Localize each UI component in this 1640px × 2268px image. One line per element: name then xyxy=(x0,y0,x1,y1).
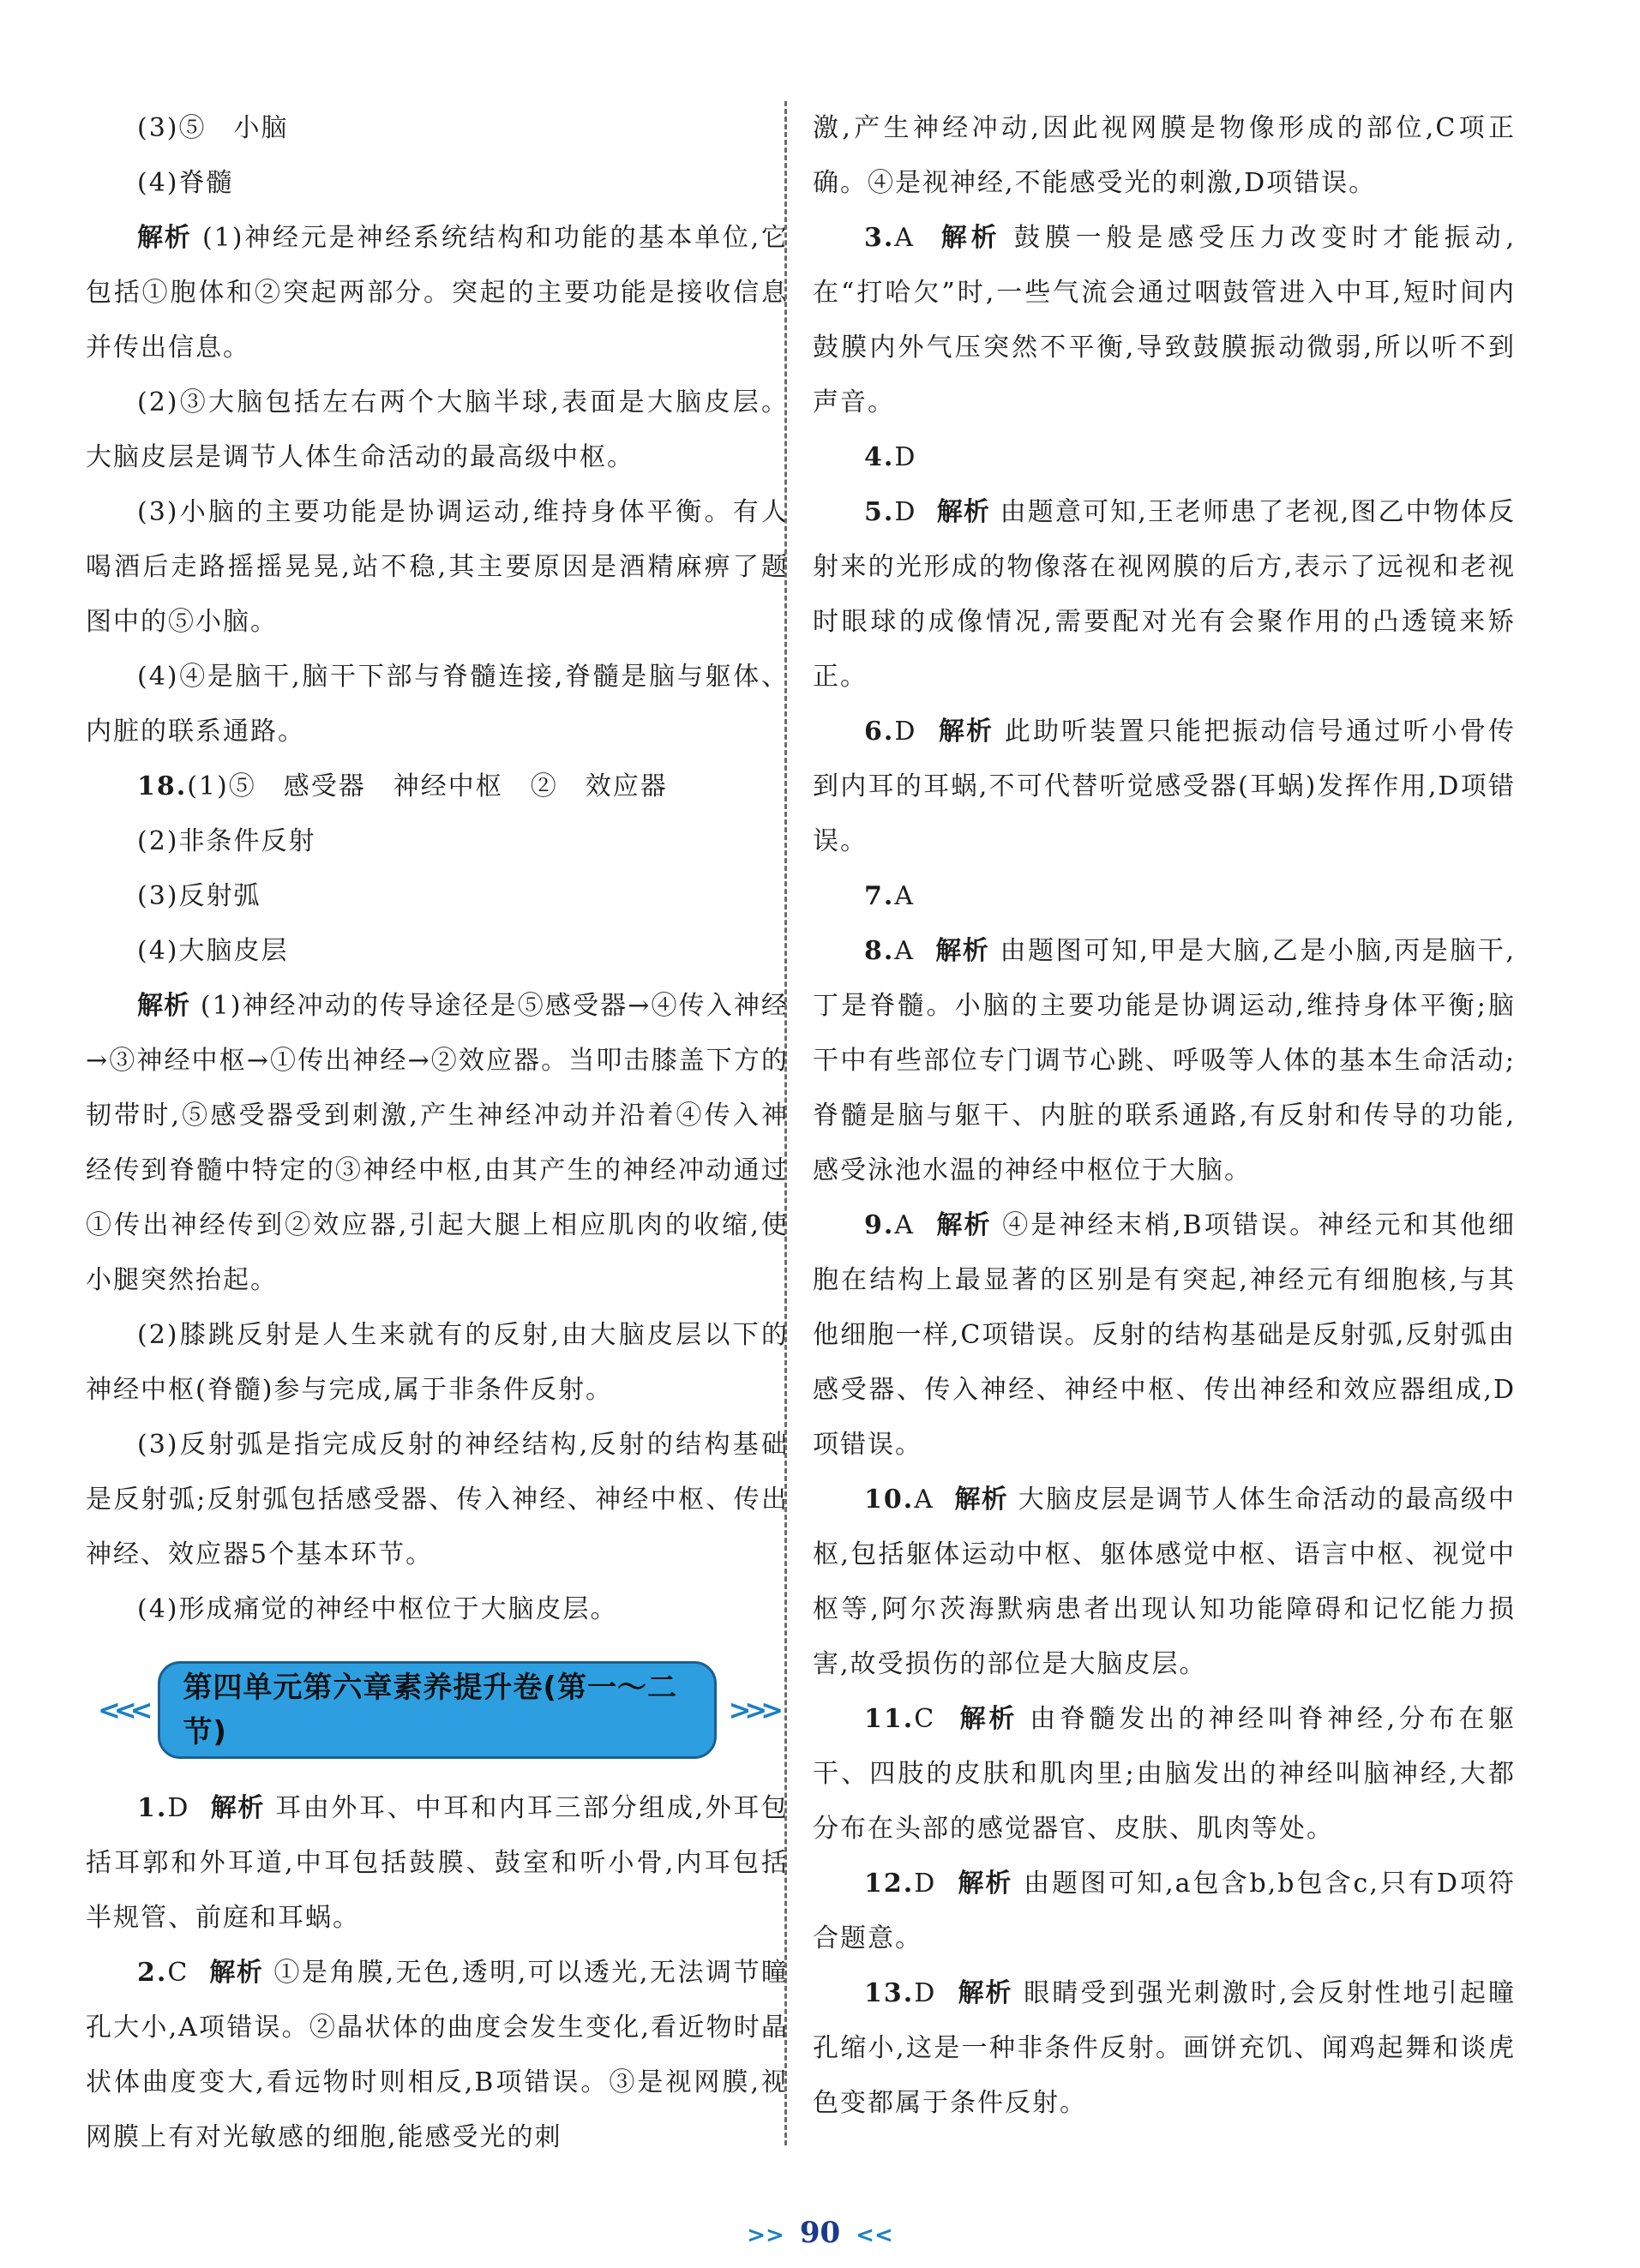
question-11-answer: 11.C 解析 由脊髓发出的神经叫脊神经,分布在躯干、四肢的皮肤和肌肉里;由脑发出的神经叫脑神经,大都分布在头部的感觉器官、皮肤、肌肉等处。 xyxy=(813,1704,1516,1844)
question-8-answer: 8.A 解析 由题图可知,甲是大脑,乙是小脑,丙是脑干,丁是脊髓。小脑的主要功能是协调运动,维持身体平衡;脑干中有些部位专门调节心跳、呼吸等人体的基本生命活动;脊髓是脑与躯干、内脏的联系通路,有反射和传导的功能,感受泳池水温的神经中枢位于大脑。 xyxy=(813,936,1516,1185)
right-chevron-icon: >> xyxy=(747,2223,784,2248)
question-13-answer: 13.D 解析 眼睛受到强光刺激时,会反射性地引起瞳孔缩小,这是一种非条件反射。画饼充饥、闻鸡起舞和谈虎色变都属于条件反射。 xyxy=(813,1978,1516,2118)
question-2-answer: 2.C 解析 ①是角膜,无色,透明,可以透光,无法调节瞳孔大小,A项错误。②晶状体的曲度会发生变化,看近物时晶状体曲度变大,看远物时则相反,B项错误。③是视网膜,视网膜上有对光敏感的细胞,能感受光的刺 xyxy=(86,1958,789,2152)
page-number-footer xyxy=(0,2216,1640,2250)
column-divider xyxy=(784,101,787,2145)
question-10-answer: 10.A 解析 大脑皮层是调节人体生命活动的最高级中枢,包括躯体运动中枢、躯体感觉中枢、语言中枢、视觉中枢等,阿尔茨海默病患者出现认知功能障碍和记忆能力损害,故受损伤的部位是大脑皮层。 xyxy=(813,1485,1516,1679)
double-left-arrow-icon: <<< xyxy=(98,1694,147,1726)
question-3-answer: 3.A 解析 鼓膜一般是感受压力改变时才能振动,在“打哈欠”时,一些气流会通过咽鼓管进入中耳,短时间内鼓膜内外气压突然不平衡,导致鼓膜振动微弱,所以听不到声音。 xyxy=(813,223,1516,417)
analysis-paragraph: (4)形成痛觉的神经中枢位于大脑皮层。 xyxy=(137,1594,618,1624)
question-5-answer: 5.D 解析 由题意可知,王老师患了老视,图乙中物体反射来的光形成的物像落在视网膜的后方,表示了远视和老视时眼球的成像情况,需要配对光有会聚作用的凸透镜来矫正。 xyxy=(813,497,1517,692)
answer-line: (3)⑤ 小脑 xyxy=(137,113,289,143)
section-title: 第四单元第六章素养提升卷(第一～二节) xyxy=(158,1661,716,1759)
analysis-paragraph: (2)③大脑包括左右两个大脑半球,表面是大脑皮层。大脑皮层是调节人体生命活动的最高级中枢。 xyxy=(86,387,789,472)
jiexi-label: 解析 xyxy=(137,223,192,253)
analysis-paragraph: (3)反射弧是指完成反射的神经结构,反射的结构基础是反射弧;反射弧包括感受器、传入神经、神经中枢、传出神经、效应器5个基本环节。 xyxy=(86,1430,789,1569)
double-right-arrow-icon: >>> xyxy=(728,1694,777,1726)
right-column xyxy=(813,101,1516,2131)
analysis-paragraph: (3)小脑的主要功能是协调运动,维持身体平衡。有人喝酒后走路摇摇晃晃,站不稳,其主要原因是酒精麻痹了题图中的⑤小脑。 xyxy=(86,497,789,637)
answer-line: (2)非条件反射 xyxy=(137,826,316,856)
question-12-answer: 12.D 解析 由题图可知,a包含b,b包含c,只有D项符合题意。 xyxy=(813,1869,1517,1953)
question-9-answer: 9.A 解析 ④是神经末梢,B项错误。神经元和其他细胞在结构上最显著的区别是有突起,神经元有细胞核,与其他细胞一样,C项错误。反射的结构基础是反射弧,反射弧由感受器、传入神经、神经中枢、传出神经和效应器组成,D项错误。 xyxy=(813,1210,1516,1460)
left-chevron-icon: << xyxy=(856,2223,893,2248)
analysis-paragraph: 解析 (1)神经元是神经系统结构和功能的基本单位,它包括①胞体和②突起两部分。突起的主要功能是接收信息并传出信息。 xyxy=(86,223,790,363)
answer-line: (4)大脑皮层 xyxy=(137,936,289,966)
question-7-answer: 7.A xyxy=(864,881,915,911)
question-6-answer: 6.D 解析 此助听装置只能把振动信号通过听小骨传到内耳的耳蜗,不可代替听觉感受器(耳蜗)发挥作用,D项错误。 xyxy=(813,717,1517,856)
question-2-continued: 激,产生神经冲动,因此视网膜是物像形成的部位,C项正确。④是视神经,不能感受光的刺激,D项错误。 xyxy=(813,113,1516,198)
analysis-paragraph: (2)膝跳反射是人生来就有的反射,由大脑皮层以下的神经中枢(脊髓)参与完成,属于非条件反射。 xyxy=(86,1320,789,1405)
left-column xyxy=(86,101,789,2165)
answer-line: (3)反射弧 xyxy=(137,881,261,911)
question-4-answer: 4.D xyxy=(864,442,917,472)
analysis-paragraph: (4)④是脑干,脑干下部与脊髓连接,脊髓是脑与躯体、内脏的联系通路。 xyxy=(86,662,789,747)
answer-line: (4)脊髓 xyxy=(137,168,234,198)
section-banner xyxy=(86,1661,789,1759)
question-18-answer: 18.(1)⑤ 感受器 神经中枢 ② 效应器 xyxy=(137,771,668,801)
page-number: 90 xyxy=(799,2216,841,2250)
question-1-answer: 1.D 解析 耳由外耳、中耳和内耳三部分组成,外耳包括耳郭和外耳道,中耳包括鼓膜、鼓室和听小骨,内耳包括半规管、前庭和耳蜗。 xyxy=(86,1793,789,1933)
analysis-paragraph: 解析 (1)神经冲动的传导途径是⑤感受器→④传入神经→③神经中枢→①传出神经→②效应器。当叩击膝盖下方的韧带时,⑤感受器受到刺激,产生神经冲动并沿着④传入神经传到脊髓中特定的③神经中枢,由其产生的神经冲动通过①传出神经传到②效应器,引起大腿上相应肌肉的收缩,使小腿突然抬起。 xyxy=(86,991,789,1295)
